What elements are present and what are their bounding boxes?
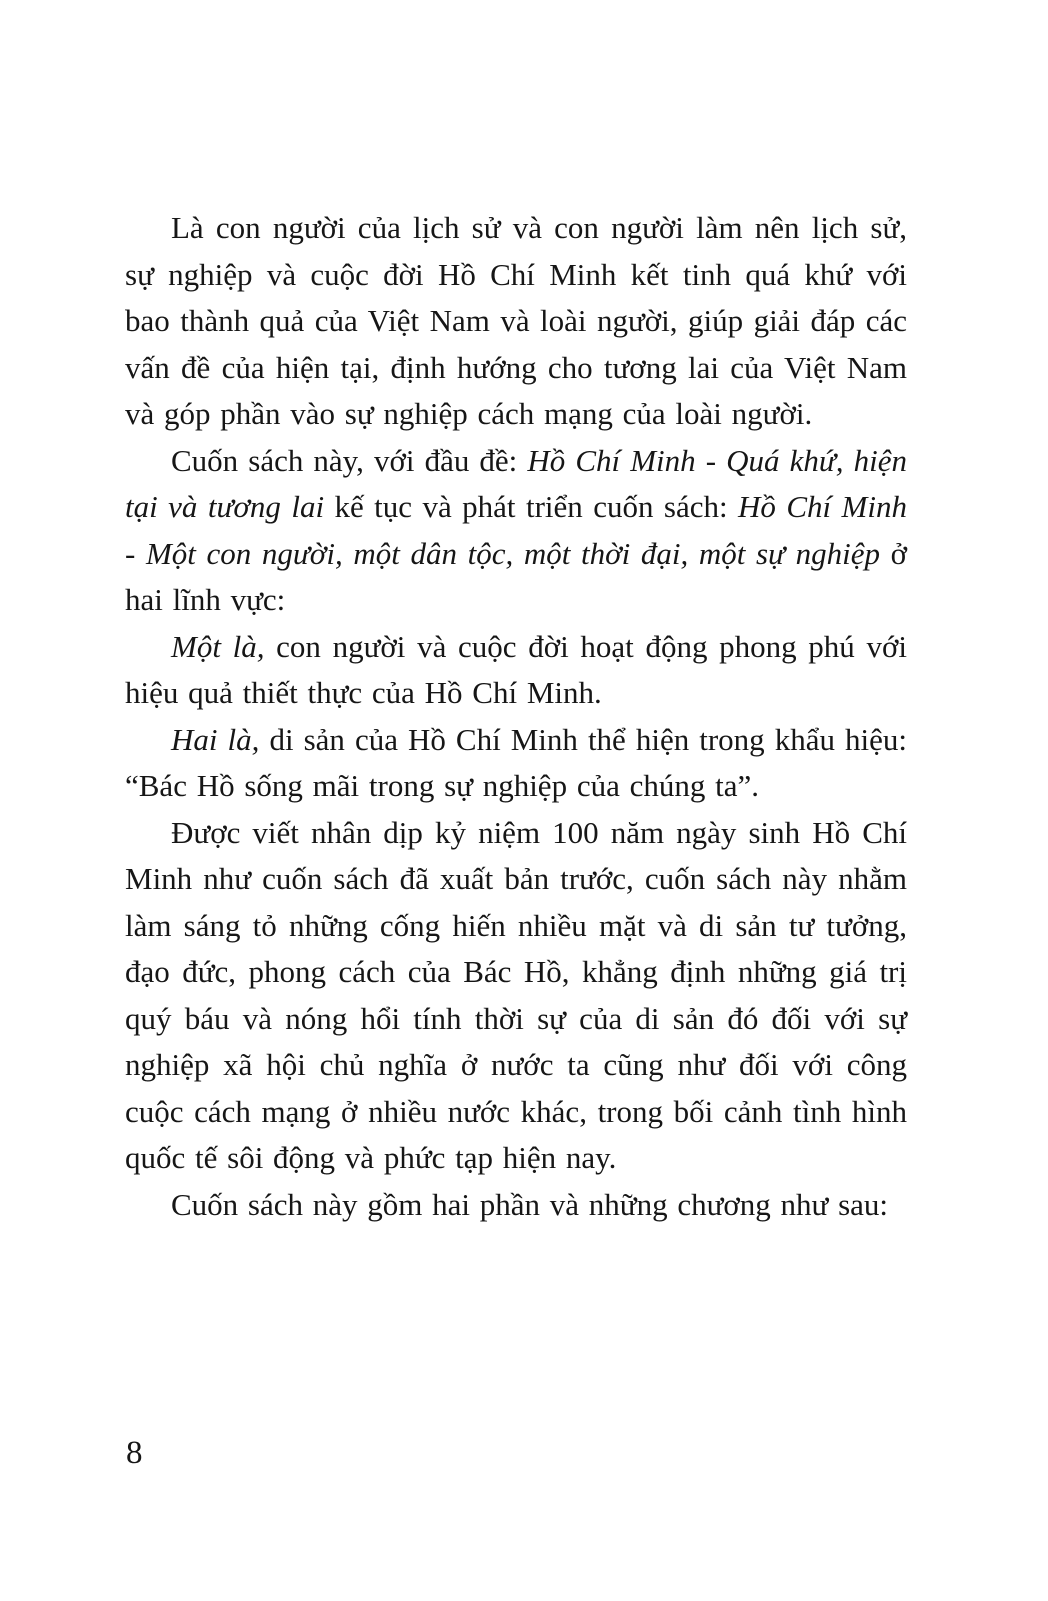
italic-text-run: Một là, (171, 628, 265, 664)
paragraph (125, 438, 907, 624)
text-run: con người và cuộc đời hoạt động phong phú với hiệu quả thiết thực của Hồ Chí Minh. (125, 628, 907, 710)
text-run: kế tục và phát triển cuốn sách: (324, 489, 739, 524)
italic-text-run: Hai là, (171, 721, 260, 757)
text-run: di sản của Hồ Chí Minh thể hiện trong khẩu hiệu: “Bác Hồ sống mãi trong sự nghiệp của chúng ta”. (125, 721, 907, 803)
paragraph (125, 1182, 907, 1229)
text-run: ở hai lĩnh vực: (125, 535, 907, 617)
text-run: Được viết nhân dịp kỷ niệm 100 năm ngày sinh Hồ Chí Minh như cuốn sách đã xuất bản trước, cuốn sách này nhằm làm sáng tỏ những cống hiến nhiều mặt và di sản tư tưởng, đạo đức, phong cách của Bác Hồ, khẳng định những giá trị quý báu và nóng hổi tính thời sự của di sản đó đối với sự nghiệp xã hội chủ nghĩa ở nước ta cũng như đối với công cuộc cách mạng ở nhiều nước khác, trong bối cảnh tình hình quốc tế sôi động và phức tạp hiện nay. (125, 814, 907, 1175)
page-number: 8 (126, 1435, 143, 1471)
paragraph (125, 810, 907, 1182)
text-run: Là con người của lịch sử và con người làm nên lịch sử, sự nghiệp và cuộc đời Hồ Chí Minh kết tinh quá khứ với bao thành quả của Việt Nam và loài người, giúp giải đáp các vấn đề của hiện tại, định hướng cho tương lai của Việt Nam và góp phần vào sự nghiệp cách mạng của loài người. (125, 210, 907, 431)
italic-text-run: Hồ Chí Minh - Một con người, một dân tộc, một thời đại, một sự nghiệp (125, 489, 907, 571)
page-body (125, 205, 907, 1228)
paragraph (125, 717, 907, 810)
paragraph (125, 624, 907, 717)
paragraph (125, 205, 907, 438)
text-run: Cuốn sách này gồm hai phần và những chương như sau: (171, 1186, 889, 1222)
text-run: Cuốn sách này, với đầu đề: (171, 442, 528, 478)
italic-text-run: Hồ Chí Minh - Quá khứ, hiện tại và tương lai (125, 442, 907, 524)
